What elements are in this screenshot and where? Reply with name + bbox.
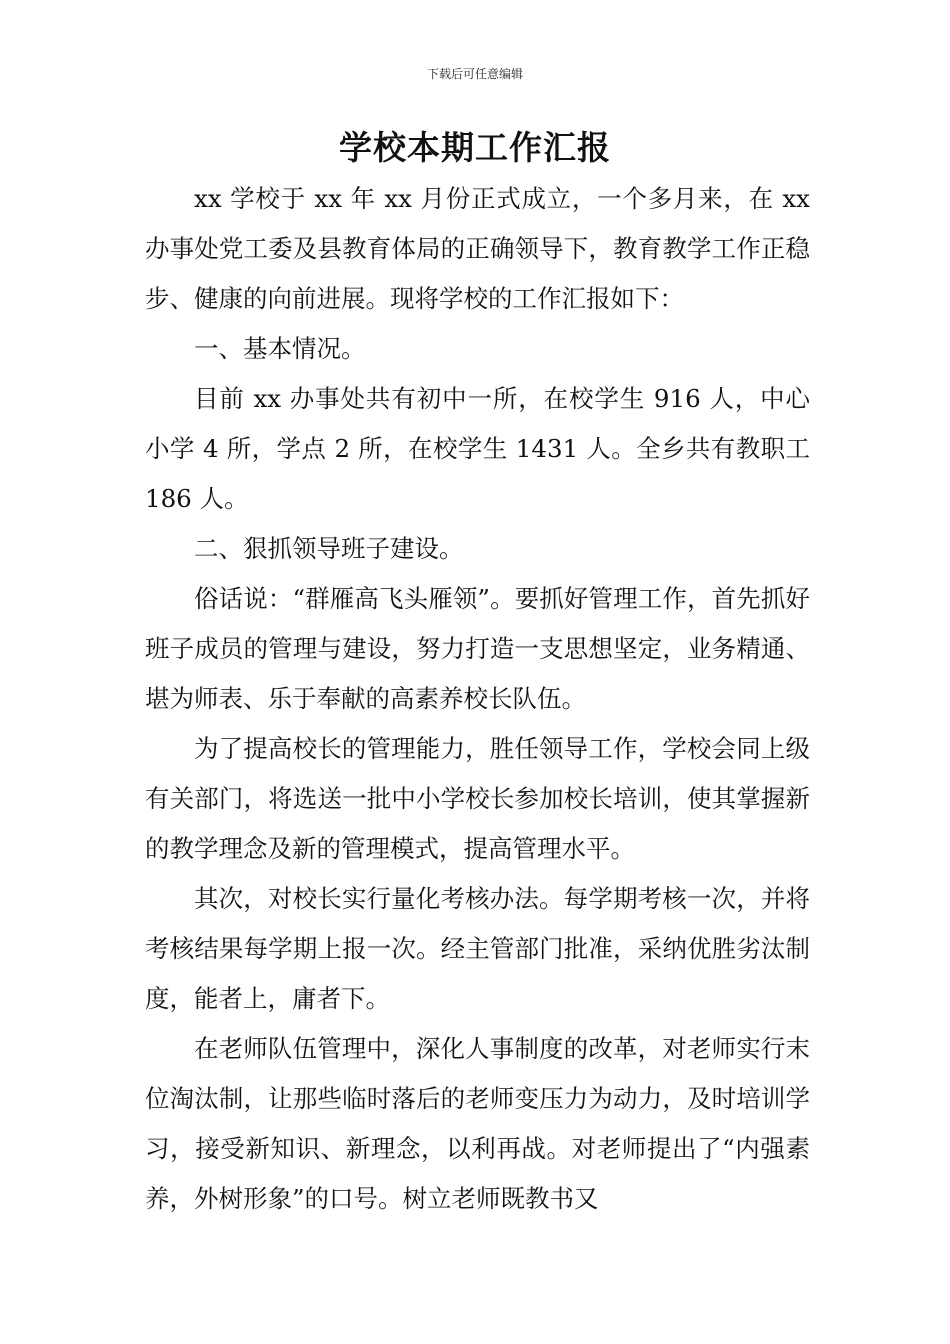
paragraph-teacher-management: 在老师队伍管理中，深化人事制度的改革，对老师实行末位淘汰制，让那些临时落后的老师变压力为动力，及时培训学习，接受新知识、新理念，以利再战。对老师提出了“内强素养，外树形象”的口号。树立老师既教书又 xyxy=(145,1034,810,1213)
section-heading-leadership: 二、狠抓领导班子建设。 xyxy=(194,534,464,563)
paragraph-leadership: 俗话说：“群雁高飞头雁领”。要抓好管理工作，首先抓好班子成员的管理与建设，努力打造一支思想坚定，业务精通、堪为师表、乐于奉献的高素养校长队伍。 xyxy=(145,584,810,713)
document-title: 学校本期工作汇报 xyxy=(339,128,611,167)
header-note: 下载后可任意编辑 xyxy=(426,67,523,81)
section-heading-basic-situation: 一、基本情况。 xyxy=(194,334,366,363)
paragraph-basic-situation: 目前 xx 办事处共有初中一所，在校学生 916 人，中心小学 4 所，学点 2 所，在校学生 1431 人。全乡共有教职工 186 人。 xyxy=(145,384,810,513)
paragraph-intro: xx 学校于 xx 年 xx 月份正式成立，一个多月来，在 xx 办事处党工委及县教育体局的正确领导下，教育教学工作正稳步、健康的向前进展。现将学校的工作汇报如下： xyxy=(145,184,810,313)
document-body xyxy=(145,174,810,1224)
paragraph-principal-training: 为了提高校长的管理能力，胜任领导工作，学校会同上级有关部门，将选送一批中小学校长参加校长培训，使其掌握新的教学理念及新的管理模式，提高管理水平。 xyxy=(145,734,810,863)
paragraph-assessment: 其次，对校长实行量化考核办法。每学期考核一次，并将考核结果每学期上报一次。经主管部门批准，采纳优胜劣汰制度，能者上，庸者下。 xyxy=(145,884,810,1013)
